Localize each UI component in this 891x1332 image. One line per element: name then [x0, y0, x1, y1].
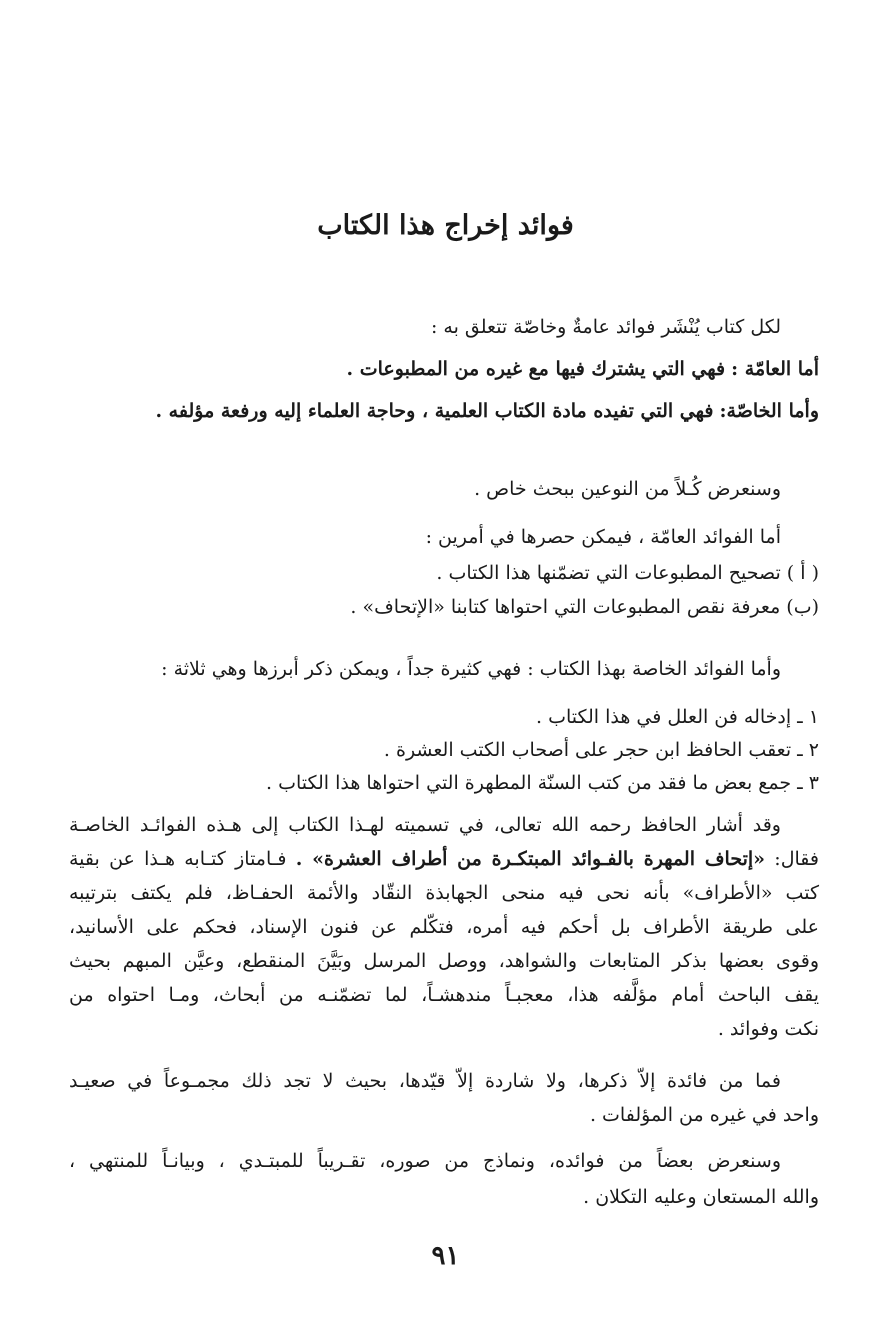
paragraph-line: واحد في غيره من المؤلفات . — [589, 1104, 819, 1126]
special-text: فهي التي تفيده مادة الكتاب العلمية ، وحاجة العلماء إليه ورفعة مؤلفه . — [155, 400, 714, 422]
general-benefits-intro: أما الفوائد العامّة ، فيمكن حصرها في أمرين : — [425, 526, 781, 548]
paragraph-line: على طريقة الأطراف بل أحكم فيه أمره، فتكّلم عن فنون الإسناد، فحكم على الأسانيد، — [69, 916, 819, 938]
intro-line: لكل كتاب يُنْشَر فوائد عامةٌ وخاصّة تتعلق به : — [430, 316, 781, 338]
paragraph-line: يقف الباحث أمام مؤلَّفه هذا، معجبـاً مندهشـاً، لما تضمّنـه من أبحاث، ومـا احتواه من — [69, 984, 819, 1006]
book-full-title: «إتحاف المهرة بالفـوائد المبتكـرة من أطراف العشرة» . — [295, 848, 766, 870]
special-definition — [69, 394, 819, 428]
paragraph-line-book-title — [69, 842, 819, 876]
present-line: وسنعرض كُـلاً من النوعين ببحث خاص . — [474, 478, 781, 500]
page-title: فوائد إخراج هذا الكتاب — [317, 210, 574, 241]
special-label: وأما الخاصّة: — [719, 400, 819, 422]
general-benefit-item: ( أ ) تصحيح المطبوعات التي تضمّنها هذا الكتاب . — [436, 562, 819, 584]
paragraph-line: وقد أشار الحافظ رحمه الله تعالى، في تسميته لهـذا الكتاب إلى هـذه الفوائـد الخاصـة — [69, 814, 781, 836]
general-definition — [69, 352, 819, 386]
special-benefit-item: ١ ـ إدخاله فن العلل في هذا الكتاب . — [535, 706, 819, 728]
special-benefits-intro: وأما الفوائد الخاصة بهذا الكتاب : فهي كثيرة جداً ، ويمكن ذكر أبرزها وهي ثلاثة : — [161, 658, 781, 680]
paragraph-line: وقوى بعضها بذكر المتابعات والشواهد، ووصل المرسل وبَيَّنَ المنقطع، وعيَّن المبهم بحيث — [69, 950, 819, 972]
paragraph-line: فما من فائدة إلاّ ذكرها، ولا شاردة إلاّ قيّدها، بحيث لا تجد ذلك مجمـوعاً في صعيـد — [69, 1070, 781, 1092]
special-benefit-item: ٢ ـ تعقب الحافظ ابن حجر على أصحاب الكتب العشرة . — [383, 739, 819, 761]
paragraph-line: والله المستعان وعليه التكلان . — [583, 1186, 819, 1208]
general-label: أما العامّة : — [731, 358, 819, 380]
paragraph-line: وسنعرض بعضاً من فوائده، ونماذج من صوره، تقـريباً للمبتـدي ، وبيانـاً للمنتهي ، — [69, 1150, 781, 1172]
paragraph-line: كتب «الأطراف» بأنه نحى فيه منحى الجهابذة النقّاد والأئمة الحفـاظ، فلم يكتف بترتيبه — [69, 882, 819, 904]
general-benefit-item: (ب) معرفة نقص المطبوعات التي احتواها كتابنا «الإتحاف» . — [350, 596, 819, 618]
paragraph-line: نكت وفوائد . — [717, 1018, 819, 1040]
general-text: فهي التي يشترك فيها مع غيره من المطبوعات . — [346, 358, 726, 380]
page-number: ٩١ — [431, 1241, 460, 1271]
book-title-suffix: فـامتاز كتـابه هـذا عن بقية — [69, 848, 287, 870]
book-title-prefix: فقال: — [774, 848, 819, 870]
special-benefit-item: ٣ ـ جمع بعض ما فقد من كتب السنّة المطهرة التي احتواها هذا الكتاب . — [266, 772, 819, 794]
